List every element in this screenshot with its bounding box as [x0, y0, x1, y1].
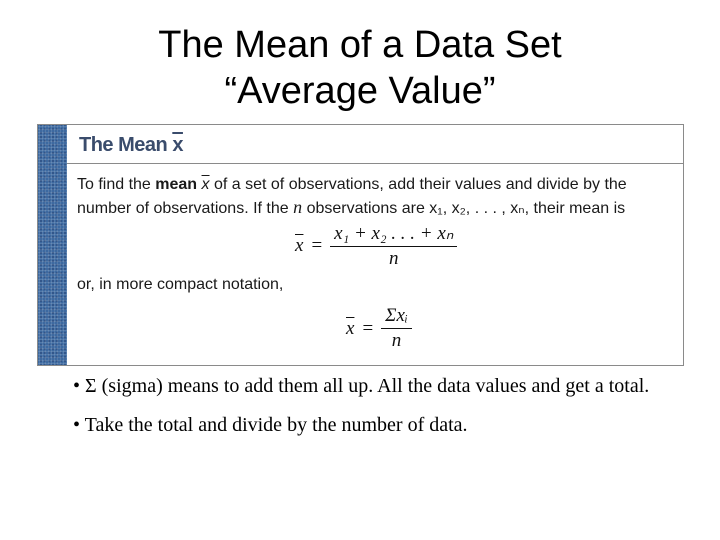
formula2-equals: = — [362, 317, 374, 339]
formula1-denominator: n — [389, 248, 399, 269]
box-header — [67, 125, 683, 164]
intro-n: n — [293, 197, 303, 217]
title-line-2: “Average Value” — [224, 70, 496, 112]
intro-text-2: of a set of observations, add their values and divide by the number of observations. If the — [77, 176, 627, 217]
box-side-bar — [38, 125, 67, 365]
formula1-equals: = — [311, 235, 323, 256]
formula2-denominator: n — [391, 330, 402, 351]
formula1-fraction — [330, 222, 457, 270]
intro-paragraph — [77, 173, 677, 220]
formula1-numerator: x₁ + x₂ . . . + xₙ — [330, 222, 457, 247]
box-heading-text: The Mean — [79, 134, 168, 156]
mean-formula-compact — [346, 305, 412, 352]
title-line-1: The Mean of a Data Set — [158, 24, 562, 66]
compact-notation-text: or, in more compact notation, — [77, 276, 284, 293]
bullet-list — [73, 374, 673, 452]
definition-box — [37, 124, 684, 366]
box-heading — [79, 134, 183, 157]
formula2-numerator: Σxᵢ — [381, 305, 412, 329]
box-heading-xbar: $\overline{x}$ — [172, 134, 183, 156]
formula2-fraction — [381, 305, 412, 352]
intro-xbar: $\overline{x}$ — [201, 176, 210, 193]
intro-text-1: To find the — [77, 176, 156, 193]
bullet-sigma: • Σ (sigma) means to add them all up. All the data values and get a total. — [73, 375, 650, 397]
slide-title — [0, 22, 720, 114]
mean-formula-expanded — [295, 222, 457, 270]
formula2-lhs: $\overline{x}$ — [346, 317, 355, 339]
box-body — [67, 164, 683, 365]
intro-text-3: observations are x₁, x₂, . . . , xₙ, their mean is — [302, 200, 626, 217]
intro-mean-word: mean — [155, 176, 198, 193]
bullet-divide: • Take the total and divide by the number of data. — [73, 414, 468, 436]
formula1-lhs: $\overline{x}$ — [295, 235, 304, 256]
